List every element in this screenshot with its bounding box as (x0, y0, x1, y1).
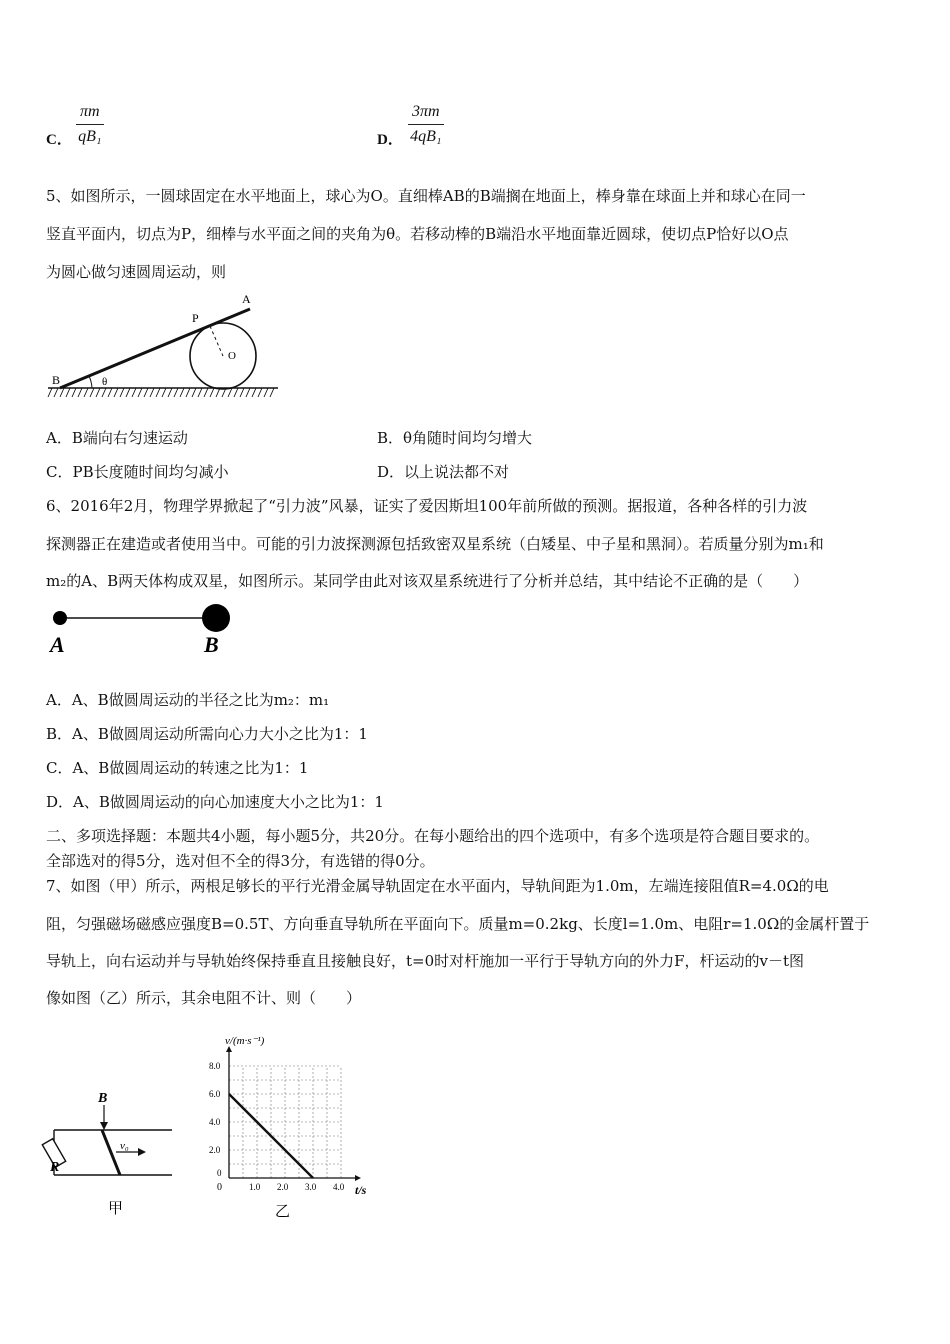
y-tick-label: 2.0 (209, 1145, 221, 1155)
label-b: B (52, 373, 61, 387)
q7-line-2: 阻，匀强磁场磁感应强度B=0.5T、方向垂直导轨所在平面向下。质量m=0.2kg、长度l=1.0m、电阻r=1.0Ω的金属杆置于 (46, 915, 870, 933)
q5-line-2: 竖直平面内，切点为P，细棒与水平面之间的夹角为θ。若移动棒的B端沿水平地面靠近圆球，使切点P恰好以O点 (46, 225, 789, 243)
q6-option-d: D．A、B做圆周运动的向心加速度大小之比为1：1 (46, 793, 384, 811)
label-star-b: B (204, 632, 219, 657)
q5-option-d: D．以上说法都不对 (377, 463, 510, 481)
q7-vt-chart (195, 1030, 395, 1220)
label-theta: θ (102, 376, 108, 388)
label-v0: v₀ (120, 1140, 129, 1152)
b-field-arrowhead (100, 1122, 108, 1130)
option-d-label: D． (377, 132, 403, 148)
option-c-numerator: πm (76, 103, 104, 125)
q7-figure-jia (40, 1085, 190, 1225)
x-tick-label: 1.0 (249, 1182, 261, 1192)
caption-jia: 甲 (108, 1201, 124, 1217)
chart-grid (229, 1066, 341, 1178)
option-c-denominator: qB₁ (78, 128, 102, 145)
option-d-fraction (408, 103, 444, 146)
rod-ab (60, 309, 250, 388)
option-d-numerator: 3πm (408, 103, 444, 125)
label-a: A (242, 292, 251, 306)
x-tick-label: 4.0 (333, 1182, 345, 1192)
q7-line-3: 导轨上，向右运动并与导轨始终保持垂直且接触良好，t=0时对杆施加一平行于导轨方向的外力F，杆运动的v－t图 (46, 952, 805, 970)
q7-line-4: 像如图（乙）所示，其余电阻不计、则（ ） (46, 989, 362, 1007)
star-b (202, 604, 230, 632)
q5-option-c: C．PB长度随时间均匀减小 (46, 463, 229, 481)
q7-line-1: 7、如图（甲）所示，两根足够长的平行光滑金属导轨固定在水平面内，导轨间距为1.0m，左端连接阻值R=4.0Ω的电 (46, 877, 829, 895)
q5-figure (40, 290, 290, 410)
label-p: P (192, 311, 199, 325)
section2-line-2: 全部选对的得5分，选对但不全的得3分，有选错的得0分。 (46, 852, 435, 870)
y-axis-label: v/(m·s⁻¹) (225, 1035, 265, 1047)
q5-line-3: 为圆心做匀速圆周运动，则 (46, 263, 227, 281)
q6-line-3: m₂的A、B两天体构成双星，如图所示。某同学由此对该双星系统进行了分析并总结，其中结论不正确的是（ ） (46, 572, 809, 590)
label-star-a: A (50, 632, 65, 657)
velocity-arrowhead (138, 1148, 146, 1156)
q5-option-a: A．B端向右匀速运动 (46, 429, 188, 447)
star-a (53, 611, 67, 625)
x-tick-label: 3.0 (305, 1182, 317, 1192)
origin-label: 0 (217, 1182, 222, 1193)
x-axis-label: t/s (355, 1183, 367, 1197)
radius-op (210, 326, 223, 356)
x-axis-arrowhead (355, 1175, 361, 1181)
option-c-fraction (76, 103, 104, 146)
ground-hatch (48, 388, 274, 397)
y-tick-label: 8.0 (209, 1061, 221, 1071)
q6-line-2: 探测器正在建造或者使用当中。可能的引力波探测源包括致密双星系统（白矮星、中子星和黑洞）。若质量分别为m₁和 (46, 535, 824, 553)
y-tick-label: 0 (217, 1168, 222, 1178)
label-b-field: B (98, 1091, 108, 1106)
caption-yi: 乙 (275, 1204, 291, 1220)
label-r: R (50, 1160, 60, 1175)
option-c-label: C． (46, 132, 72, 148)
q6-option-a: A．A、B做圆周运动的半径之比为m₂：m₁ (46, 691, 330, 709)
x-tick-label: 2.0 (277, 1182, 289, 1192)
q6-figure (40, 598, 250, 660)
section2-line-1: 二、多项选择题：本题共4小题，每小题5分，共20分。在每小题给出的四个选项中，有多个选项是符合题目要求的。 (46, 827, 820, 845)
theta-arc (89, 376, 92, 388)
q6-line-1: 6、2016年2月，物理学界掀起了“引力波”风暴，证实了爱因斯坦100年前所做的预测。据报道，各种各样的引力波 (46, 497, 808, 515)
y-tick-label: 6.0 (209, 1089, 221, 1099)
q6-option-b: B．A、B做圆周运动所需向心力大小之比为1：1 (46, 725, 368, 743)
y-tick-label: 4.0 (209, 1117, 221, 1127)
q5-line-1: 5、如图所示，一圆球固定在水平地面上，球心为O。直细棒AB的B端搁在地面上，棒身靠在球面上并和球心在同一 (46, 187, 806, 205)
option-d-denominator: 4qB₁ (410, 128, 442, 145)
q6-option-c: C．A、B做圆周运动的转速之比为1：1 (46, 759, 309, 777)
q5-option-b: B．θ角随时间均匀增大 (377, 429, 533, 447)
label-o: O (228, 350, 236, 362)
